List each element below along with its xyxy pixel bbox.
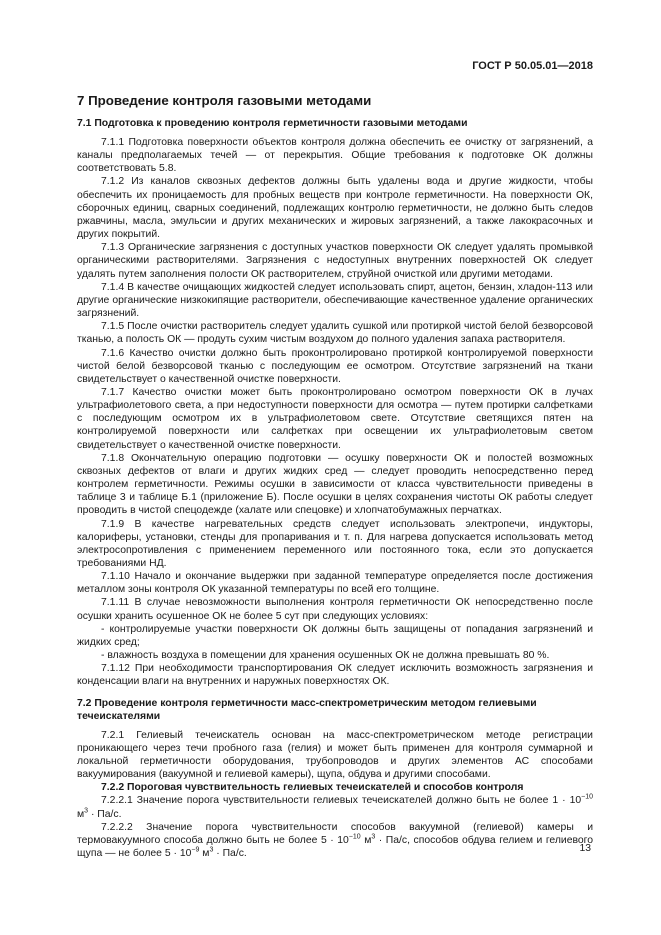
- paragraph: 7.1.9 В качестве нагревательных средств следует использовать электропечи, индукторы, калориферы, установки, стенды для пропаривания и т. п. Для нагрева допускается использовать метод электросопротивления с применением переменного или постоянного тока, если это допускается требованиями НД.: [77, 518, 593, 569]
- paragraph: 7.1.1 Подготовка поверхности объектов контроля должна обеспечить ее очистку от загрязнений, а каналы предполагаемых течей — от перекрытия. Общие требования к подготовке ОК должны соответствовать 5.8.: [77, 137, 593, 175]
- paragraph: 7.1.2 Из каналов сквозных дефектов должны быть удалены вода и другие жидкости, чтобы обеспечить их проницаемость для пробных веществ при контроле герметичности. На поверхности ОК, сборочных единиц, сварных соединений, подлежащих контролю герметичности, не должно быть следов ржавчины, масла, эмульсии и других механических и жировых загрязнений, а также лакокрасочных и других покрытий.: [77, 176, 593, 241]
- paragraph: 7.1.7 Качество очистки может быть проконтролировано осмотром поверхности ОК в лучах ультрафиолетового света, а при недоступности поверхности для осмотра — путем протирки салфетками с последующим осмотром их в ультрафиолетовом свете. Отсутствие светящихся пятен на контролируемой поверхности или салфетках при освещении их ультрафиолетовым светом свидетельствует о качественной очистке поверхности.: [77, 386, 593, 451]
- paragraph-7-1-12: 7.1.12 При необходимости транспортирования ОК следует исключить возможность загрязнения и конденсации влаги на внутренних и наружных поверхностях ОК.: [77, 663, 593, 688]
- paragraph: 7.1.11 В случае невозможности выполнения контроля герметичности ОК непосредственно после осушки хранить осушенное ОК не более 5 сут при следующих условиях:: [77, 597, 593, 622]
- conditions-list: [77, 623, 593, 662]
- paragraph-7-2-2-2: 7.2.2.2 Значение порога чувствительности способов вакуумной (гелиевой) камеры и термовакуумного способа должно быть не более $5 \cdot 10^{-10}$ $м^3 \cdot Па/с$, способов обдува гелием и гелиевого щупа — не более $5 \cdot 10^{-9}$ $м^3 \cdot Па/с$.: [77, 821, 593, 859]
- document-header: ГОСТ Р 50.05.01—2018: [472, 60, 593, 72]
- paragraph: 7.1.8 Окончательную операцию подготовки — осушку поверхности ОК и полостей возможных сквозных дефектов от влаги и других жидких сред — следует проводить непосредственно перед контролем герметичности. Режимы осушки в зависимости от класса чувствительности приведены в таблице 3 и таблице Б.1 (приложение Б). После осушки в целях сохранения чистоты ОК работы следует проводить в чистой спецодежде (халате или спецовке) и хлопчатобумажных перчатках.: [77, 452, 593, 517]
- paragraph: 7.1.5 После очистки растворитель следует удалить сушкой или протиркой чистой белой безворсовой тканью, а полость ОК — продуть сухим чистым воздухом до полного удаления запаха растворителя.: [77, 321, 593, 346]
- paragraph: 7.1.10 Начало и окончание выдержки при заданной температуре определяется после достижения металлом зоны контроля ОК указанной температуры по всей его толщине.: [77, 571, 593, 596]
- paragraph-7-2-2-1: 7.2.2.1 Значение порога чувствительности гелиевых течеискателей должно быть не более $1 \cdot 10^{-10}$ $м^3 \cdot Па/с$.: [77, 793, 593, 820]
- heading-7-2-2: 7.2.2 Пороговая чувствительность гелиевых течеискателей и способов контроля: [101, 782, 524, 794]
- section-title: 7 Проведение контроля газовыми методами: [77, 93, 372, 108]
- paragraph: 7.1.3 Органические загрязнения с доступных участков поверхности ОК следует удалять промывкой органическими растворителями. Загрязнения с недоступных внутренних поверхностей ОК следует удалять путем заполнения полости ОК растворителем, струйной очисткой или другими методами.: [77, 242, 593, 280]
- subsection-title-7-2: 7.2 Проведение контроля герметичности масс-спектрометрическим методом гелиевыми течеискателями: [77, 697, 537, 722]
- paragraph: 7.1.4 В качестве очищающих жидкостей следует использовать спирт, ацетон, бензин, хладон-113 или другие органические низкокипящие растворители, обеспечивающие качественное удаление органических загрязнений.: [77, 281, 593, 320]
- list-item: - влажность воздуха в помещении для хранения осушенных ОК не должна превышать 80 %.: [101, 650, 550, 662]
- list-item: - контролируемые участки поверхности ОК должны быть защищены от попадания загрязнений и жидких сред;: [77, 623, 593, 648]
- page-number: 13: [579, 843, 591, 854]
- paragraph: 7.1.6 Качество очистки должно быть проконтролировано протиркой контролируемой поверхности чистой белой безворсовой тканью с последующим ее осмотром. Отсутствие загрязнений на ткани свидетельствует о качественной очистке поверхности.: [77, 347, 593, 385]
- paragraphs-7-1: [77, 136, 593, 623]
- paragraph-7-2-1: 7.2.1 Гелиевый течеискатель основан на масс-спектрометрическом методе регистрации проникающего через течи пробного газа (гелия) и может быть применен для контроля суммарной и локальной герметичности оборудования, трубопроводов и других элементов АС способами вакуумирования (вакуумной и гелиевой камеры), щупа, обдува и другими способами.: [77, 729, 593, 781]
- subsection-title-7-1: 7.1 Подготовка к проведению контроля герметичности газовыми методами: [77, 118, 468, 129]
